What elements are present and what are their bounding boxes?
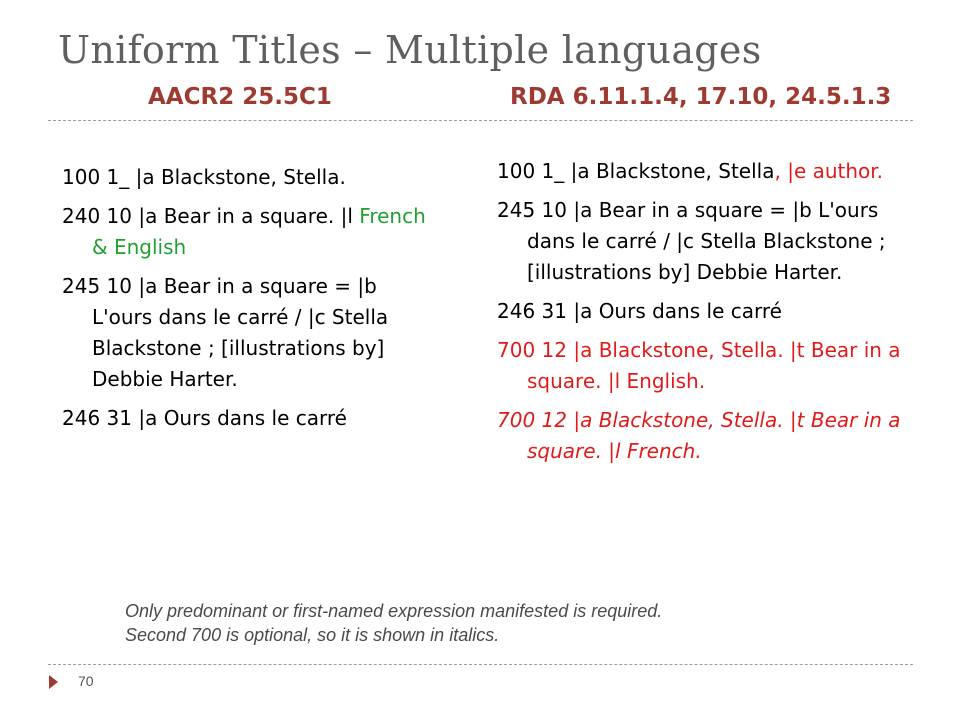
aacr2-246-field: 246 31 |a Ours dans le carré bbox=[62, 406, 347, 430]
aacr2-245-field: 245 10 |a Bear in a square = |b L'ours dans le carré / |c Stella Blackstone ; [illustrations by] Debbie Harter. bbox=[62, 274, 389, 391]
rda-700-french-field: 700 12 |a Blackstone, Stella. |t Bear in a square. |l French. bbox=[497, 408, 901, 463]
rda-column bbox=[497, 156, 917, 475]
aacr2-heading: AACR2 25.5C1 bbox=[148, 84, 332, 110]
footnote-line-2: Second 700 is optional, so it is shown in italics. bbox=[125, 625, 500, 645]
footnote bbox=[125, 599, 885, 647]
rda-100-field bbox=[497, 156, 917, 187]
slide-title: Uniform Titles – Multiple languages bbox=[58, 28, 762, 72]
rda-245-field: 245 10 |a Bear in a square = |b L'ours dans le carré / |c Stella Blackstone ; [illustrations by] Debbie Harter. bbox=[497, 198, 886, 284]
page-number: 70 bbox=[78, 673, 94, 689]
aacr2-240-text: 240 10 |a Bear in a square. |l bbox=[62, 204, 360, 228]
aacr2-column bbox=[62, 162, 442, 442]
rda-100-text: 100 1_ |a Blackstone, Stella bbox=[497, 159, 775, 183]
rda-heading: RDA 6.11.1.4, 17.10, 24.5.1.3 bbox=[510, 84, 892, 110]
aacr2-240-field bbox=[62, 201, 442, 263]
bullet-arrow-icon bbox=[49, 675, 58, 689]
rda-246-field: 246 31 |a Ours dans le carré bbox=[497, 299, 782, 323]
rda-700-english-field: 700 12 |a Blackstone, Stella. |t Bear in a square. |l English. bbox=[497, 338, 901, 393]
footnote-line-1: Only predominant or first-named expression manifested is required. bbox=[125, 601, 663, 621]
top-divider bbox=[48, 120, 913, 121]
aacr2-240-language: French & English bbox=[92, 204, 426, 259]
rda-100-relator: , |e author. bbox=[774, 159, 884, 183]
aacr2-100-field: 100 1_ |a Blackstone, Stella. bbox=[62, 165, 346, 189]
bottom-divider bbox=[48, 664, 913, 665]
